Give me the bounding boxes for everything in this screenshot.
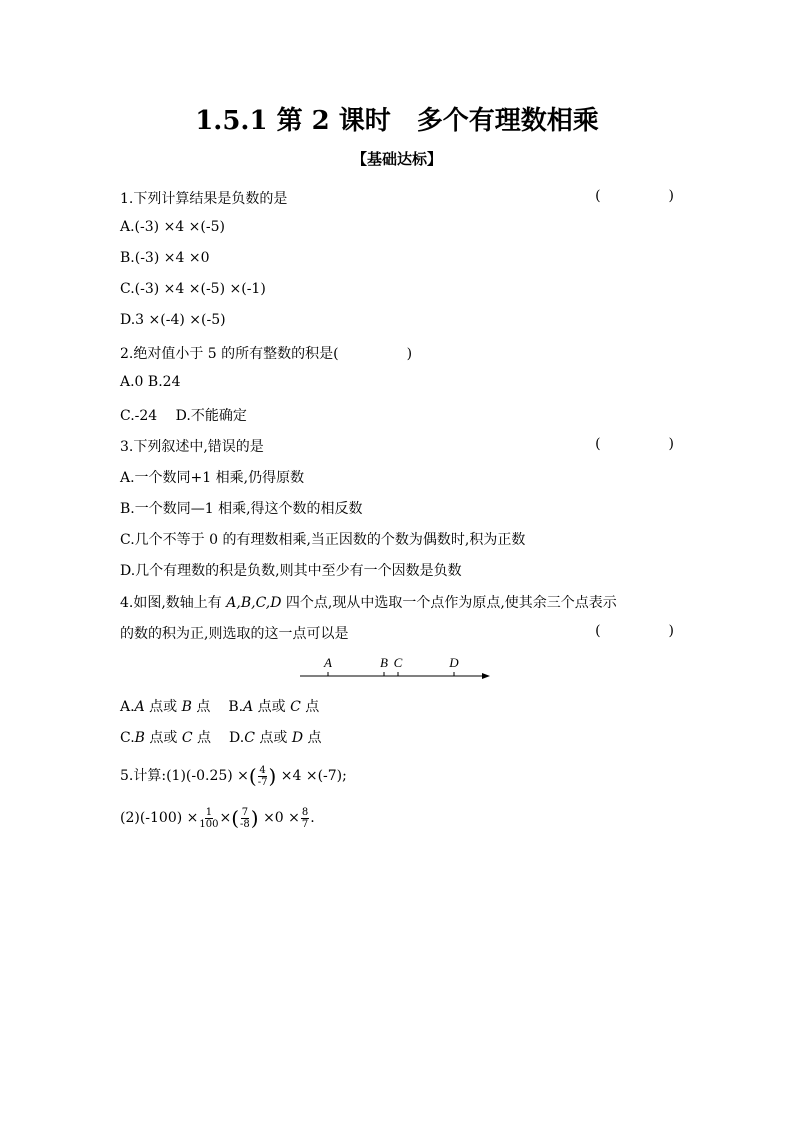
q3-option-b: B.一个数同—1 相乘,得这个数的相反数 bbox=[120, 501, 363, 517]
fraction-one-hundredth: $\frac{1}{100}$ bbox=[199, 806, 219, 830]
question-4-stem: 4.如图,数轴上有 A,B,C,D 四个点,现从中选取一个点作为原点,使其余三个点表示 bbox=[120, 595, 617, 611]
question-3-stem: 3.下列叙述中,错误的是 bbox=[120, 439, 264, 455]
q2-options-ab: A.0 B.24 bbox=[120, 374, 181, 390]
section-heading: 【基础达标】 bbox=[351, 150, 442, 168]
answer-blank-q3[interactable]: ( ) bbox=[595, 436, 674, 452]
q1-option-a: A.(-3) ×4 ×(-5) bbox=[120, 219, 225, 235]
fraction-eight-sevenths: $\frac{8}{7}$ bbox=[301, 806, 309, 830]
q1-option-d: D.3 ×(-4) ×(-5) bbox=[120, 312, 226, 328]
question-5-part2: (2)(-100) × $\frac{1}{100}$ ×( $\frac{7}{-8}$ ) ×0 × $\frac{8}{7}$ . bbox=[120, 806, 315, 830]
fraction-seven-eighths: $\frac{7}{-8}$ bbox=[240, 806, 250, 830]
axis-label-b: B bbox=[380, 655, 388, 670]
fraction-four-sevenths: $\frac{4}{-7}$ bbox=[257, 764, 268, 788]
q1-option-b: B.(-3) ×4 ×0 bbox=[120, 250, 210, 266]
q3-option-a: A.一个数同+1 相乘,仍得原数 bbox=[120, 470, 305, 486]
number-line-arrow-icon bbox=[482, 673, 490, 679]
answer-blank-q4[interactable]: ( ) bbox=[595, 623, 674, 639]
question-5-part1: 5.计算:(1)(-0.25) ×( $\frac{4}{-7}$ ) ×4 ×(-7); bbox=[120, 764, 347, 788]
question-4-stem-line2: 的数的积为正,则选取的这一点可以是 bbox=[120, 626, 349, 642]
q4-options-cd: C.B 点或 C 点 D.C 点或 D 点 bbox=[120, 730, 322, 746]
q2-options-cd: C.-24 D.不能确定 bbox=[120, 408, 247, 424]
answer-blank-q1[interactable]: ( ) bbox=[595, 188, 674, 204]
number-line bbox=[300, 652, 500, 682]
q3-option-c: C.几个不等于 0 的有理数相乘,当正因数的个数为偶数时,积为正数 bbox=[120, 532, 526, 548]
question-1-stem: 1.下列计算结果是负数的是 bbox=[120, 191, 288, 207]
q1-option-c: C.(-3) ×4 ×(-5) ×(-1) bbox=[120, 281, 266, 297]
page-title: 1.5.1 第 2 课时 多个有理数相乘 bbox=[195, 106, 599, 136]
question-2-stem: 2.绝对值小于 5 的所有整数的积是( ) bbox=[120, 346, 413, 362]
axis-label-d: D bbox=[449, 655, 459, 670]
q3-option-d: D.几个有理数的积是负数,则其中至少有一个因数是负数 bbox=[120, 563, 462, 579]
axis-label-a: A bbox=[324, 655, 332, 670]
axis-label-c: C bbox=[393, 655, 403, 670]
q4-options-ab: A.A 点或 B 点 B.A 点或 C 点 bbox=[120, 699, 320, 715]
